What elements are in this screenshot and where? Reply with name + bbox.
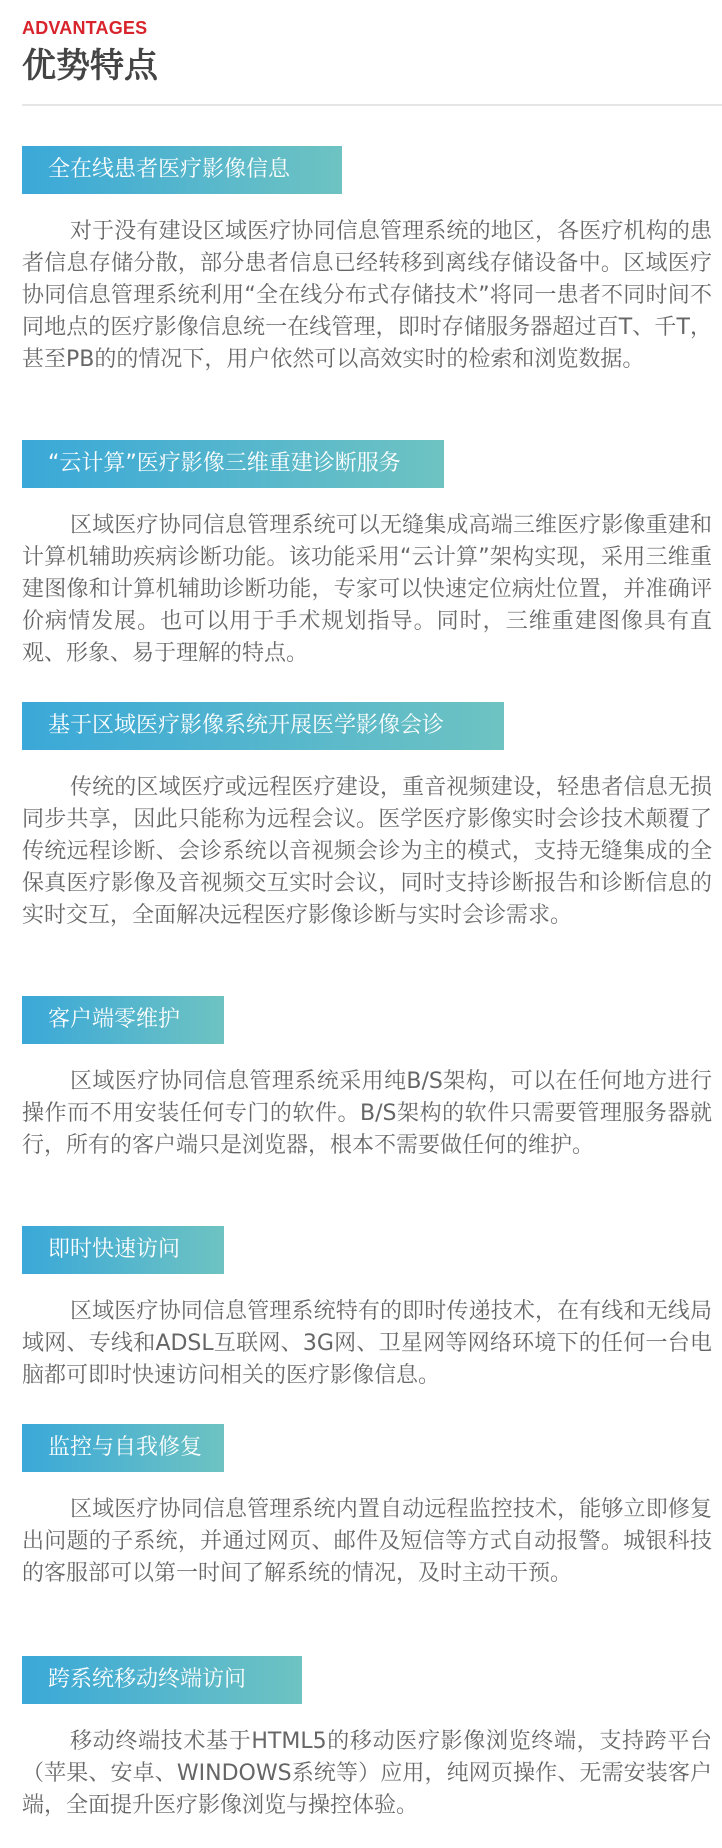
header-divider xyxy=(22,104,722,106)
section-description: 移动终端技术基于HTML5的移动医疗影像浏览终端，支持跨平台（苹果、安卓、WINDOWS系统等）应用，纯网页操作、无需安装客户端，全面提升医疗影像浏览与操控体验。 xyxy=(22,1729,712,1818)
section-description: 区域医疗协同信息管理系统可以无缝集成高端三维医疗影像重建和计算机辅助疾病诊断功能。该功能采用“云计算”架构实现，采用三维重建图像和计算机辅助诊断功能，专家可以快速定位病灶位置，并准确评价病情发展。也可以用于手术规划指导。同时，三维重建图像具有直观、形象、易于理解的特点。 xyxy=(22,513,712,666)
section-tag: 全在线患者医疗影像信息 xyxy=(22,146,342,194)
section-tag: 跨系统移动终端访问 xyxy=(22,1656,302,1704)
section-tag: 客户端零维护 xyxy=(22,996,224,1044)
advantage-section-consultation xyxy=(22,702,712,932)
page-header xyxy=(22,18,722,88)
advantage-section-cloud-3d xyxy=(22,440,712,670)
advantage-section-online-imaging xyxy=(22,146,712,376)
section-description: 区域医疗协同信息管理系统采用纯B/S架构，可以在任何地方进行操作而不用安装任何专门的软件。B/S架构的软件只需要管理服务器就行，所有的客户端只是浏览器，根本不需要做任何的维护。 xyxy=(22,1069,712,1158)
advantage-section-self-repair xyxy=(22,1424,712,1590)
section-eyebrow: ADVANTAGES xyxy=(22,18,148,38)
page-title: 优势特点 xyxy=(22,46,158,86)
section-description: 传统的区域医疗或远程医疗建设，重音视频建设，轻患者信息无损同步共享，因此只能称为远程会议。医学医疗影像实时会诊技术颠覆了传统远程诊断、会诊系统以音视频会诊为主的模式，支持无缝集成的全保真医疗影像及音视频交互实时会议，同时支持诊断报告和诊断信息的实时交互，全面解决远程医疗影像诊断与实时会诊需求。 xyxy=(22,775,712,928)
section-tag: 监控与自我修复 xyxy=(22,1424,224,1472)
section-tag: 基于区域医疗影像系统开展医学影像会诊 xyxy=(22,702,504,750)
advantage-section-mobile-access xyxy=(22,1656,712,1822)
section-description: 对于没有建设区域医疗协同信息管理系统的地区，各医疗机构的患者信息存储分散，部分患者信息已经转移到离线存储设备中。区域医疗协同信息管理系统利用“全在线分布式存储技术”将同一患者不同时间不同地点的医疗影像信息统一在线管理，即时存储服务器超过百T、千T，甚至PB的的情况下，用户依然可以高效实时的检索和浏览数据。 xyxy=(22,219,712,372)
section-tag: “云计算”医疗影像三维重建诊断服务 xyxy=(22,440,444,488)
advantage-section-instant-access xyxy=(22,1226,712,1392)
advantage-section-zero-maintenance xyxy=(22,996,712,1162)
section-description: 区域医疗协同信息管理系统内置自动远程监控技术，能够立即修复出问题的子系统，并通过网页、邮件及短信等方式自动报警。城银科技的客服部可以第一时间了解系统的情况，及时主动干预。 xyxy=(22,1497,712,1586)
section-tag: 即时快速访问 xyxy=(22,1226,224,1274)
section-description: 区域医疗协同信息管理系统特有的即时传递技术，在有线和无线局域网、专线和ADSL互联网、3G网、卫星网等网络环境下的任何一台电脑都可即时快速访问相关的医疗影像信息。 xyxy=(22,1299,712,1388)
